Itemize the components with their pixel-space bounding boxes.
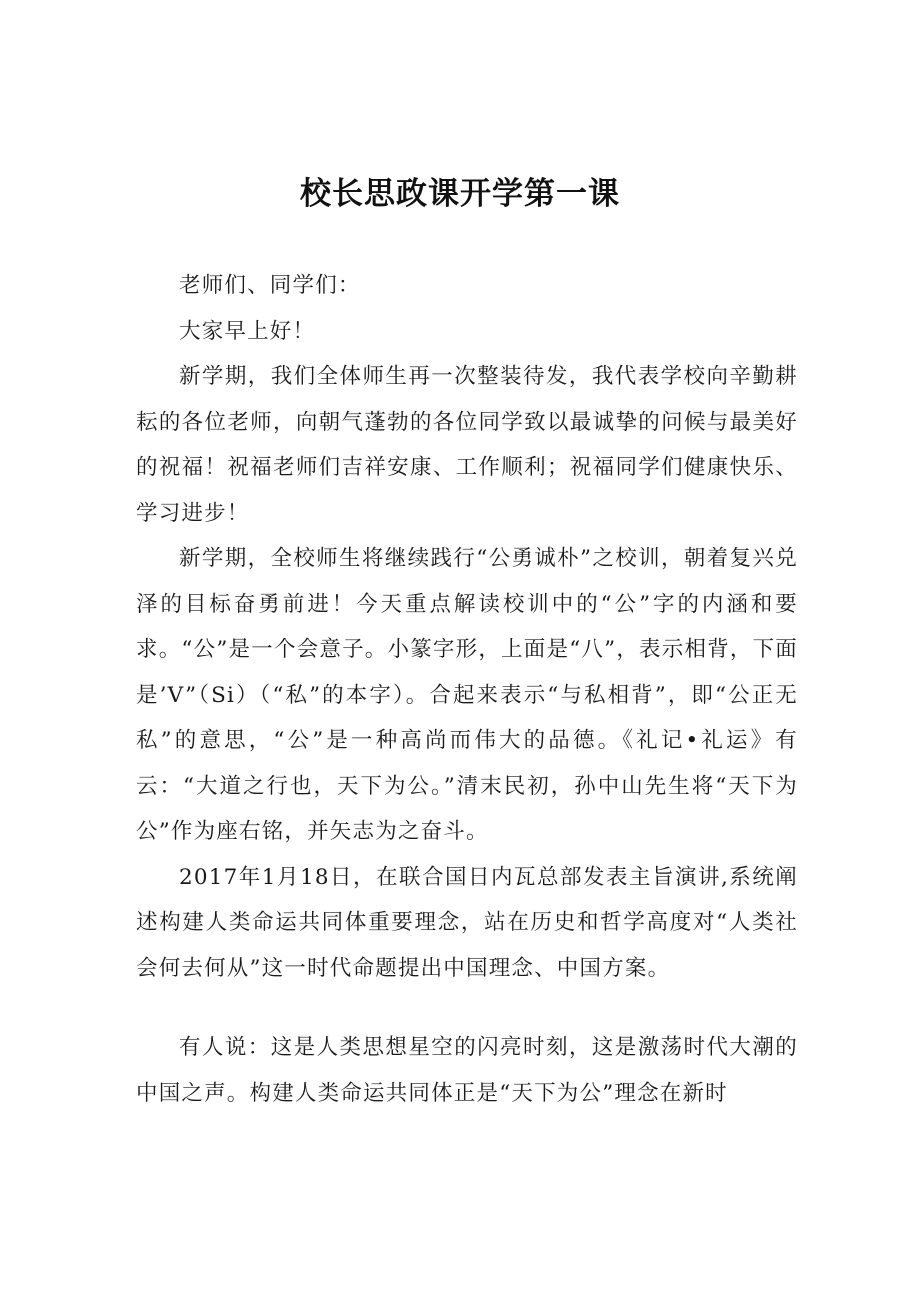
document-title: 校长思政课开学第一课 (300, 176, 620, 212)
body-paragraph: 新学期，我们全体师生再一次整装待发，我代表学校向辛勤耕耘的各位老师，向朝气蓬勃的各位同学致以最诚挚的问候与最美好的祝福！祝福老师们吉祥安康、工作顺利；祝福同学们健康快乐、学习进步！ (136, 364, 798, 526)
salutation-paragraph: 老师们、同学们： (179, 273, 361, 298)
body-paragraph: 2017年1月18日，在联合国日内瓦总部发表主旨演讲,系统阐述构建人类命运共同体重要理念，站在历史和哲学高度对“人类社会何去何从”这一时代命题提出中国理念、中国方案。 (136, 864, 798, 981)
greeting-paragraph: 大家早上好！ (179, 318, 316, 344)
body-paragraph: 有人说：这是人类思想星空的闪亮时刻，这是激荡时代大潮的中国之声。构建人类命运共同体正是“天下为公”理念在新时 (136, 1035, 798, 1106)
document-body (136, 263, 798, 1116)
body-paragraph: 新学期，全校师生将继续践行“公勇诚朴”之校训，朝着复兴兑泽的目标奋勇前进！今天重点解读校训中的“公”字的内涵和要求。“公”是一个会意子。小篆字形，上面是“八”，表示相背，下面是’V”（Si）（“私”的本字）。合起来表示“与私相背”，即“公正无私”的意思，“公”是一种高尚而伟大的品德。《礼记•礼运》有云：“大道之行也，天下为公。”清末民初，孙中山先生将“天下为公”作为座右铭，并矢志为之奋斗。 (136, 546, 798, 844)
